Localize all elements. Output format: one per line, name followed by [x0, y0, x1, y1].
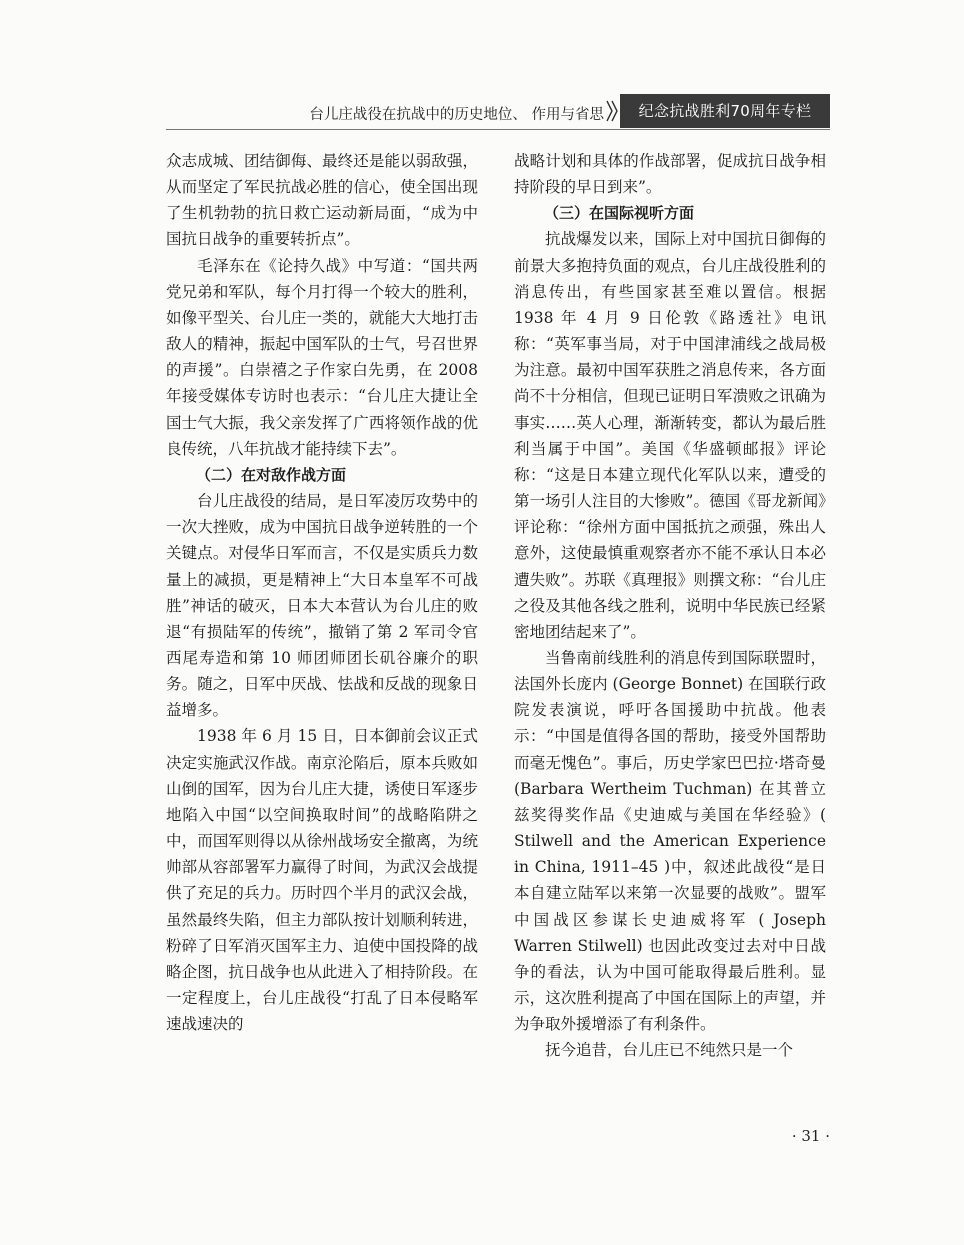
header-rule: [166, 129, 830, 130]
column-banner: 纪念抗战胜利70周年专栏: [620, 94, 830, 128]
running-header: [166, 94, 830, 128]
running-title: 台儿庄战役在抗战中的历史地位、 作用与省思: [309, 107, 604, 123]
paragraph: 众志成城、团结御侮、最终还是能以弱敌强，从而坚定了军民抗战必胜的信心，使全国出现了生机勃勃的抗日救亡运动新局面，“成为中国抗日战争的重要转折点”。: [166, 152, 478, 249]
left-column: [166, 148, 478, 1037]
paragraph: 台儿庄战役的结局，是日军凌厉攻势中的一次大挫败，成为中国抗日战争逆转胜的一个关键点。对侵华日军而言，不仅是实质兵力数量上的减损，更是精神上“大日本皇军不可战胜”神话的破灭，日本大本营认为台儿庄的败退“有损陆军的传统”，撤销了第 2 军司令官西尾寿造和第 10 师团师团长矶谷廉介的职务。随之，日军中厌战、怯战和反战的现象日益增多。: [166, 492, 478, 720]
double-chevron-icon: [606, 99, 618, 123]
paragraph: 毛泽东在《论持久战》中写道：“国共两党兄弟和军队，每个月打得一个较大的胜利，如像平型关、台儿庄一类的，就能大大地打击敌人的精神，振起中国军队的士气，号召世界的声援”。白崇禧之子作家白先勇，在 2008 年接受媒体专访时也表示：“台儿庄大捷让全国士气大振，我父亲发挥了广西将领作战的优良传统，八年抗战才能持续下去”。: [166, 256, 478, 458]
paragraph: 1938 年 6 月 15 日，日本御前会议正式决定实施武汉作战。南京沦陷后，原本兵败如山倒的国军，因为台儿庄大捷，诱使日军逐步地陷入中国“以空间换取时间”的战略陷阱之中，而国军则得以从徐州战场安全撤离，为统帅部从容部署军力赢得了时间，为武汉会战提供了充足的兵力。历时四个半月的武汉会战，虽然最终失陷，但主力部队按计划顺利转进，粉碎了日军消灭国军主力、迫使中国投降的战略企图，抗日战争也从此进入了相持阶段。在一定程度上，台儿庄战役“打乱了日本侵略军速战速决的: [166, 727, 478, 1034]
paragraph: 抗战爆发以来，国际上对中国抗日御侮的前景大多抱持负面的观点，台儿庄战役胜利的消息传出，有些国家甚至难以置信。根据 1938 年 4 月 9 日伦敦《路透社》电讯称：“英军事当局，对于中国津浦线之战局极为注意。最初中国军获胜之消息传来，各方面尚不十分相信，但现已证明日军溃败之讯确为事实……英人心理，渐渐转变，都认为最后胜利当属于中国”。美国《华盛顿邮报》评论称：“这是日本建立现代化军队以来，遭受的第一场引人注目的大惨败”。德国《哥龙新闻》评论称：“徐州方面中国抵抗之顽强，殊出人意外，这使最慎重观察者亦不能不承认日本必遭失败”。苏联《真理报》则撰文称：“台儿庄之役及其他各线之胜利，说明中华民族已经紧密地团结起来了”。: [514, 230, 826, 641]
section-heading: （二）在对敌作战方面: [196, 465, 347, 484]
page-number: · 31 ·: [791, 1127, 830, 1145]
paragraph: 抚今追昔，台儿庄已不纯然只是一个: [545, 1041, 794, 1060]
section-heading: （三）在国际视听方面: [544, 204, 695, 223]
paragraph: 战略计划和具体的作战部署，促成抗日战争相持阶段的早日到来”。: [514, 152, 826, 197]
right-column: [514, 148, 826, 1063]
paragraph: 当鲁南前线胜利的消息传到国际联盟时，法国外长庞内 (George Bonnet) 在国联行政院发表演说，呼吁各国援助中抗战。他表示：“中国是值得各国的帮助，接受外国帮助而毫无愧色”。事后，历史学家巴巴拉·塔奇曼 (Barbara Wertheim Tuchman) 在其普立兹奖得奖作品《史迪威与美国在华经验》( Stilwell and the American Experience in China, 1911–45 )中，叙述此战役“是日本自建立陆军以来第一次显要的战败”。盟军中国战区参谋长史迪威将军 ( Joseph Warren Stilwell) 也因此改变过去对中日战争的看法，认为中国可能取得最后胜利。显示，这次胜利提高了中国在国际上的声望，并为争取外援增添了有利条件。: [514, 648, 826, 1034]
